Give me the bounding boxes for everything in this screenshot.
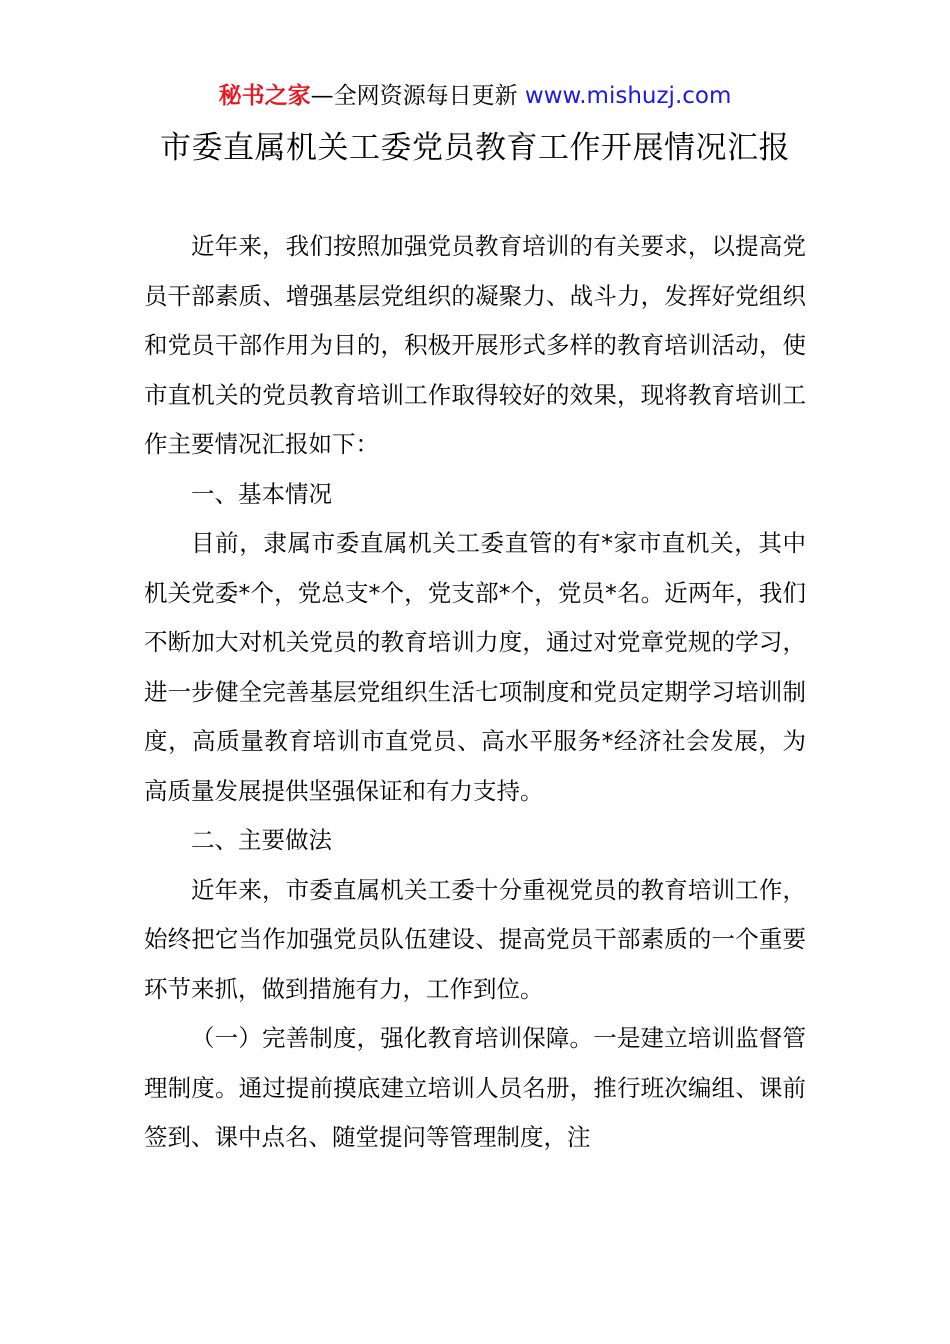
paragraph-basic-situation: 目前，隶属市委直属机关工委直管的有*家市直机关，其中机关党委*个，党总支*个，党支部*个，党员*名。近两年，我们不断加大对机关党员的教育培训力度，通过对党章党规的学习，进一步健全完善基层党组织生活七项制度和党员定期学习培训制度，高质量教育培训市直党员、高水平服务*经济社会发展，为高质量发展提供坚强保证和有力支持。 xyxy=(144,529,806,805)
paragraph-intro: 近年来，我们按照加强党员教育培训的有关要求，以提高党员干部素质、增强基层党组织的凝聚力、战斗力，发挥好党组织和党员干部作用为目的，积极开展形式多样的教育培训活动，使市直机关的党员教育培训工作取得较好的效果，现将教育培训工作主要情况汇报如下： xyxy=(144,232,806,458)
header-tagline: —全网资源每日更新 xyxy=(310,83,525,109)
site-header xyxy=(0,80,950,112)
brand-name: 秘书之家 xyxy=(218,83,311,109)
paragraph-improve-system: （一）完善制度，强化教育培训保障。一是建立培训监督管理制度。通过提前摸底建立培训人员名册，推行班次编组、课前签到、课中点名、随堂提问等管理制度，注 xyxy=(144,1024,806,1151)
paragraph-main-practices: 近年来，市委直属机关工委十分重视党员的教育培训工作，始终把它当作加强党员队伍建设、提高党员干部素质的一个重要环节来抓，做到措施有力，工作到位。 xyxy=(144,875,806,1003)
site-url-link[interactable]: www.mishuzj.com xyxy=(524,83,732,109)
document-body xyxy=(144,222,806,1163)
section-heading-main-practices: 二、主要做法 xyxy=(191,826,332,854)
document-title: 市委直属机关工委党员教育工作开展情况汇报 xyxy=(160,130,790,166)
section-heading-basic-situation: 一、基本情况 xyxy=(191,479,332,508)
